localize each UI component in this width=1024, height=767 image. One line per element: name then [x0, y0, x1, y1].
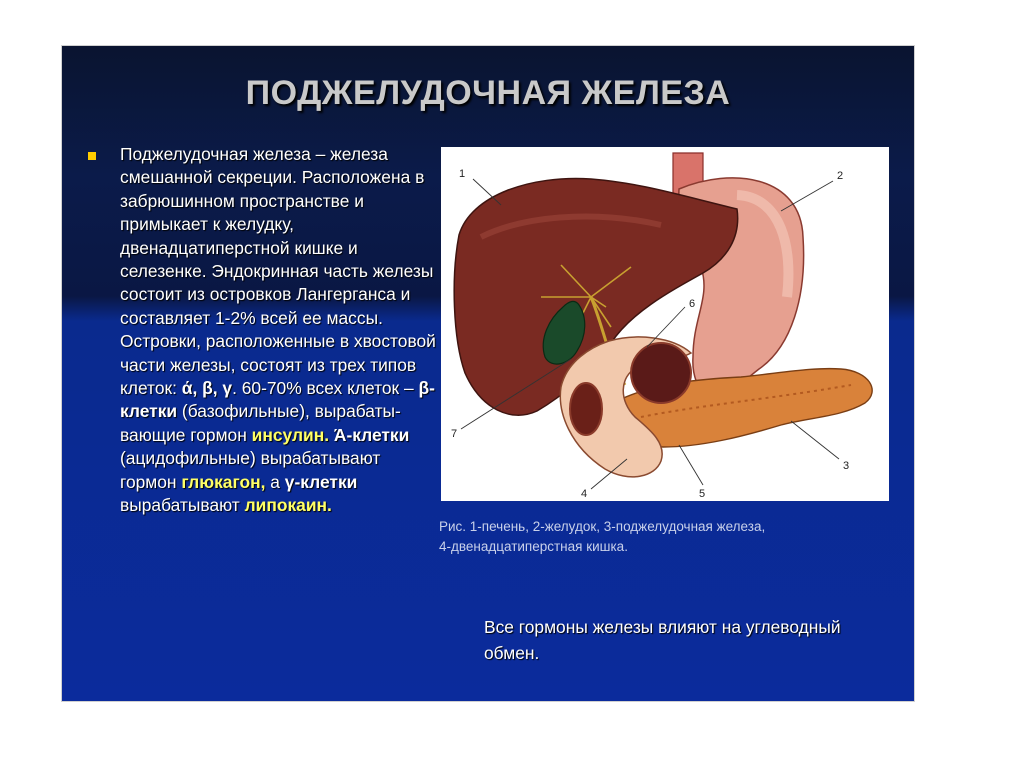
caption-line-2: 4-двенадцатиперстная кишка. [439, 539, 628, 554]
anatomy-figure [441, 147, 889, 501]
slide-title: ПОДЖЕЛУДОЧНАЯ ЖЕЛЕЗА [245, 74, 731, 112]
figure-label-6: 6 [689, 298, 696, 310]
body-part5: (ацидофильные) вырабатывают гормон [120, 448, 381, 492]
beta-cells: β-клетки [120, 378, 435, 422]
duodenum-lumen-lower [570, 383, 602, 435]
alpha-cells: Ά-клетки [333, 424, 410, 445]
figure-label-3: 3 [843, 460, 850, 472]
body-part6: а [265, 471, 285, 492]
figure-label-5: 5 [699, 488, 706, 500]
body-part2: . 60-70% всех клеток – [232, 378, 419, 399]
body-part7: вырабатывают [120, 495, 245, 516]
insulin-highlight: инсулин. [251, 424, 330, 445]
lipocaine-highlight: липокаин. [244, 495, 332, 516]
caption-line-1: Рис. 1-печень, 2-желудок, 3-поджелудочная железа, [439, 519, 766, 534]
bullet-square-icon [88, 152, 96, 160]
hormones-note: Все гормоны железы влияют на углеводный обмен. [484, 617, 841, 663]
body-part1: Поджелудочная железа – железа смешанной секреции. Расположена в забрюшинном пространстве и примыкает к желудку, двенадцатиперстной кишке и селезенке. Эндокринная часть железы состоит из островков Лангерганса и составляет 1-2% всей ее массы. Островки, расположенные в хвостовой части железы, состоят из трех типов клеток: [120, 144, 436, 399]
figure-label-1: 1 [459, 168, 466, 180]
cell-types: ά, β, γ [181, 378, 233, 399]
figure-caption [439, 517, 899, 557]
slide [62, 46, 914, 701]
glucagon-highlight: глюкагон, [181, 471, 266, 492]
body-part3: (базофильные), вырабаты-вающие гормон [120, 401, 401, 445]
body-text [120, 143, 440, 518]
duodenum-lumen [631, 343, 691, 403]
figure-label-4: 4 [581, 488, 588, 500]
gamma-cells: γ-клетки [284, 471, 358, 492]
figure-label-2: 2 [837, 170, 844, 182]
figure-label-7: 7 [451, 428, 458, 440]
anatomy-illustration [441, 147, 889, 501]
